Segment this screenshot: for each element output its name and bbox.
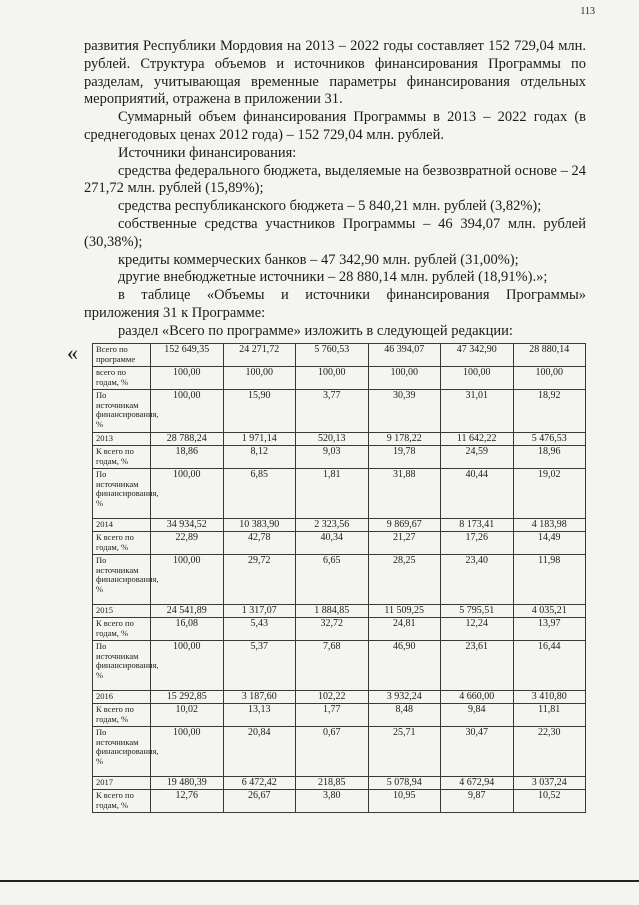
value-cell: 11,81	[513, 704, 586, 727]
row-label-cell: всего по годам, %	[93, 367, 151, 390]
value-cell: 1 884,85	[296, 605, 369, 618]
value-cell: 29,72	[223, 555, 296, 605]
value-cell: 40,34	[296, 532, 369, 555]
value-cell: 42,78	[223, 532, 296, 555]
body-text	[84, 38, 586, 341]
value-cell: 218,85	[296, 777, 369, 790]
paragraph: развития Республики Мордовия на 2013 – 2022 годы составляет 152 729,04 млн. рублей. Структура объемов и источников финансирования Программы по разделам, учитывающая временные параметры финансирования отдельных мероприятий, отражена в приложении 31.	[84, 38, 586, 108]
value-cell: 100,00	[441, 367, 514, 390]
bottom-rule	[0, 880, 639, 882]
value-cell: 26,67	[223, 790, 296, 813]
table-row	[93, 790, 586, 813]
table-row	[93, 390, 586, 433]
row-label-cell: 2013	[93, 433, 151, 446]
paragraph: собственные средства участников Программы – 46 394,07 млн. рублей (30,38%);	[84, 215, 586, 250]
table-row	[93, 727, 586, 777]
value-cell: 18,96	[513, 446, 586, 469]
value-cell: 40,44	[441, 469, 514, 519]
value-cell: 0,67	[296, 727, 369, 777]
value-cell: 34 934,52	[151, 519, 224, 532]
value-cell: 19,78	[368, 446, 441, 469]
value-cell: 24,59	[441, 446, 514, 469]
table-row	[93, 605, 586, 618]
value-cell: 520,13	[296, 433, 369, 446]
row-label-cell: Всего по программе	[93, 344, 151, 367]
table-row	[93, 446, 586, 469]
table-row	[93, 777, 586, 790]
value-cell: 13,97	[513, 618, 586, 641]
value-cell: 32,72	[296, 618, 369, 641]
row-label-cell: К всего по годам, %	[93, 704, 151, 727]
value-cell: 1,81	[296, 469, 369, 519]
paragraph: в таблице «Объемы и источники финансирования Программы» приложения 31 к Программе:	[84, 287, 586, 321]
value-cell: 100,00	[151, 469, 224, 519]
value-cell: 3 410,80	[513, 691, 586, 704]
value-cell: 100,00	[151, 555, 224, 605]
value-cell: 24 541,89	[151, 605, 224, 618]
paragraph: Источники финансирования:	[118, 144, 297, 161]
paragraph: раздел «Всего по программе» изложить в следующей редакции:	[118, 322, 513, 339]
value-cell: 11 642,22	[441, 433, 514, 446]
value-cell: 16,08	[151, 618, 224, 641]
value-cell: 1 317,07	[223, 605, 296, 618]
row-label-cell: По источникам финансирования, %	[93, 727, 151, 777]
row-label-cell: По источникам финансирования, %	[93, 469, 151, 519]
row-label-cell: К всего по годам, %	[93, 618, 151, 641]
value-cell: 23,40	[441, 555, 514, 605]
value-cell: 11 509,25	[368, 605, 441, 618]
value-cell: 12,76	[151, 790, 224, 813]
value-cell: 6,65	[296, 555, 369, 605]
paragraph: средства федерального бюджета, выделяемые на безвозвратной основе – 24 271,72 млн. рублей (15,89%);	[84, 162, 586, 197]
row-label-cell: К всего по годам, %	[93, 790, 151, 813]
value-cell: 20,84	[223, 727, 296, 777]
value-cell: 100,00	[151, 390, 224, 433]
value-cell: 100,00	[513, 367, 586, 390]
value-cell: 5 795,51	[441, 605, 514, 618]
paragraph: другие внебюджетные источники – 28 880,14 млн. рублей (18,91%).»;	[118, 269, 548, 286]
value-cell: 3 037,24	[513, 777, 586, 790]
value-cell: 15,90	[223, 390, 296, 433]
value-cell: 3,80	[296, 790, 369, 813]
value-cell: 9,03	[296, 446, 369, 469]
value-cell: 30,47	[441, 727, 514, 777]
value-cell: 12,24	[441, 618, 514, 641]
value-cell: 11,98	[513, 555, 586, 605]
value-cell: 5 078,94	[368, 777, 441, 790]
value-cell: 15 292,85	[151, 691, 224, 704]
value-cell: 14,49	[513, 532, 586, 555]
table-row	[93, 618, 586, 641]
value-cell: 100,00	[151, 727, 224, 777]
financing-table	[92, 343, 586, 813]
value-cell: 46 394,07	[368, 344, 441, 367]
value-cell: 9 869,67	[368, 519, 441, 532]
value-cell: 5 476,53	[513, 433, 586, 446]
value-cell: 102,22	[296, 691, 369, 704]
value-cell: 8 173,41	[441, 519, 514, 532]
value-cell: 2 323,56	[296, 519, 369, 532]
row-label-cell: 2016	[93, 691, 151, 704]
value-cell: 1,77	[296, 704, 369, 727]
value-cell: 13,13	[223, 704, 296, 727]
value-cell: 4 035,21	[513, 605, 586, 618]
row-label-cell: К всего по годам, %	[93, 532, 151, 555]
value-cell: 24 271,72	[223, 344, 296, 367]
row-label-cell: 2015	[93, 605, 151, 618]
value-cell: 8,12	[223, 446, 296, 469]
table-row	[93, 519, 586, 532]
value-cell: 100,00	[151, 367, 224, 390]
table-row	[93, 344, 586, 367]
value-cell: 9,87	[441, 790, 514, 813]
value-cell: 100,00	[223, 367, 296, 390]
table-row	[93, 555, 586, 605]
value-cell: 5 760,53	[296, 344, 369, 367]
paragraph: средства республиканского бюджета – 5 840,21 млн. рублей (3,82%);	[118, 198, 542, 215]
table-row	[93, 433, 586, 446]
value-cell: 1 971,14	[223, 433, 296, 446]
value-cell: 10,95	[368, 790, 441, 813]
value-cell: 47 342,90	[441, 344, 514, 367]
value-cell: 5,37	[223, 641, 296, 691]
value-cell: 5,43	[223, 618, 296, 641]
value-cell: 10,02	[151, 704, 224, 727]
value-cell: 4 672,94	[441, 777, 514, 790]
row-label-cell: 2017	[93, 777, 151, 790]
value-cell: 9 178,22	[368, 433, 441, 446]
paragraph: Суммарный объем финансирования Программы в 2013 – 2022 годах (в среднегодовых ценах 2012 года) – 152 729,04 млн. рублей.	[84, 109, 586, 143]
row-label-cell: К всего по годам, %	[93, 446, 151, 469]
value-cell: 18,86	[151, 446, 224, 469]
table-row	[93, 469, 586, 519]
value-cell: 18,92	[513, 390, 586, 433]
paragraph: кредиты коммерческих банков – 47 342,90 млн. рублей (31,00%);	[118, 251, 519, 268]
opening-quote-mark: «	[67, 340, 78, 365]
table-row	[93, 532, 586, 555]
table-row	[93, 691, 586, 704]
value-cell: 30,39	[368, 390, 441, 433]
value-cell: 3,77	[296, 390, 369, 433]
value-cell: 22,89	[151, 532, 224, 555]
value-cell: 10 383,90	[223, 519, 296, 532]
value-cell: 8,48	[368, 704, 441, 727]
value-cell: 28 880,14	[513, 344, 586, 367]
value-cell: 19,02	[513, 469, 586, 519]
value-cell: 17,26	[441, 532, 514, 555]
table-row	[93, 367, 586, 390]
value-cell: 100,00	[296, 367, 369, 390]
value-cell: 100,00	[368, 367, 441, 390]
row-label-cell: По источникам финансирования, %	[93, 555, 151, 605]
page-number: 113	[580, 6, 595, 17]
value-cell: 25,71	[368, 727, 441, 777]
value-cell: 6 472,42	[223, 777, 296, 790]
value-cell: 24,81	[368, 618, 441, 641]
table-row	[93, 704, 586, 727]
table-row	[93, 641, 586, 691]
value-cell: 22,30	[513, 727, 586, 777]
value-cell: 7,68	[296, 641, 369, 691]
row-label-cell: 2014	[93, 519, 151, 532]
value-cell: 10,52	[513, 790, 586, 813]
value-cell: 152 649,35	[151, 344, 224, 367]
value-cell: 3 932,24	[368, 691, 441, 704]
value-cell: 9,84	[441, 704, 514, 727]
value-cell: 28,25	[368, 555, 441, 605]
value-cell: 23,61	[441, 641, 514, 691]
value-cell: 100,00	[151, 641, 224, 691]
value-cell: 28 788,24	[151, 433, 224, 446]
value-cell: 6,85	[223, 469, 296, 519]
value-cell: 31,01	[441, 390, 514, 433]
value-cell: 19 480,39	[151, 777, 224, 790]
value-cell: 4 183,98	[513, 519, 586, 532]
value-cell: 21,27	[368, 532, 441, 555]
value-cell: 46,90	[368, 641, 441, 691]
value-cell: 3 187,60	[223, 691, 296, 704]
row-label-cell: По источникам финансирования, %	[93, 390, 151, 433]
value-cell: 4 660,00	[441, 691, 514, 704]
value-cell: 16,44	[513, 641, 586, 691]
value-cell: 31,88	[368, 469, 441, 519]
row-label-cell: По источникам финансирования, %	[93, 641, 151, 691]
